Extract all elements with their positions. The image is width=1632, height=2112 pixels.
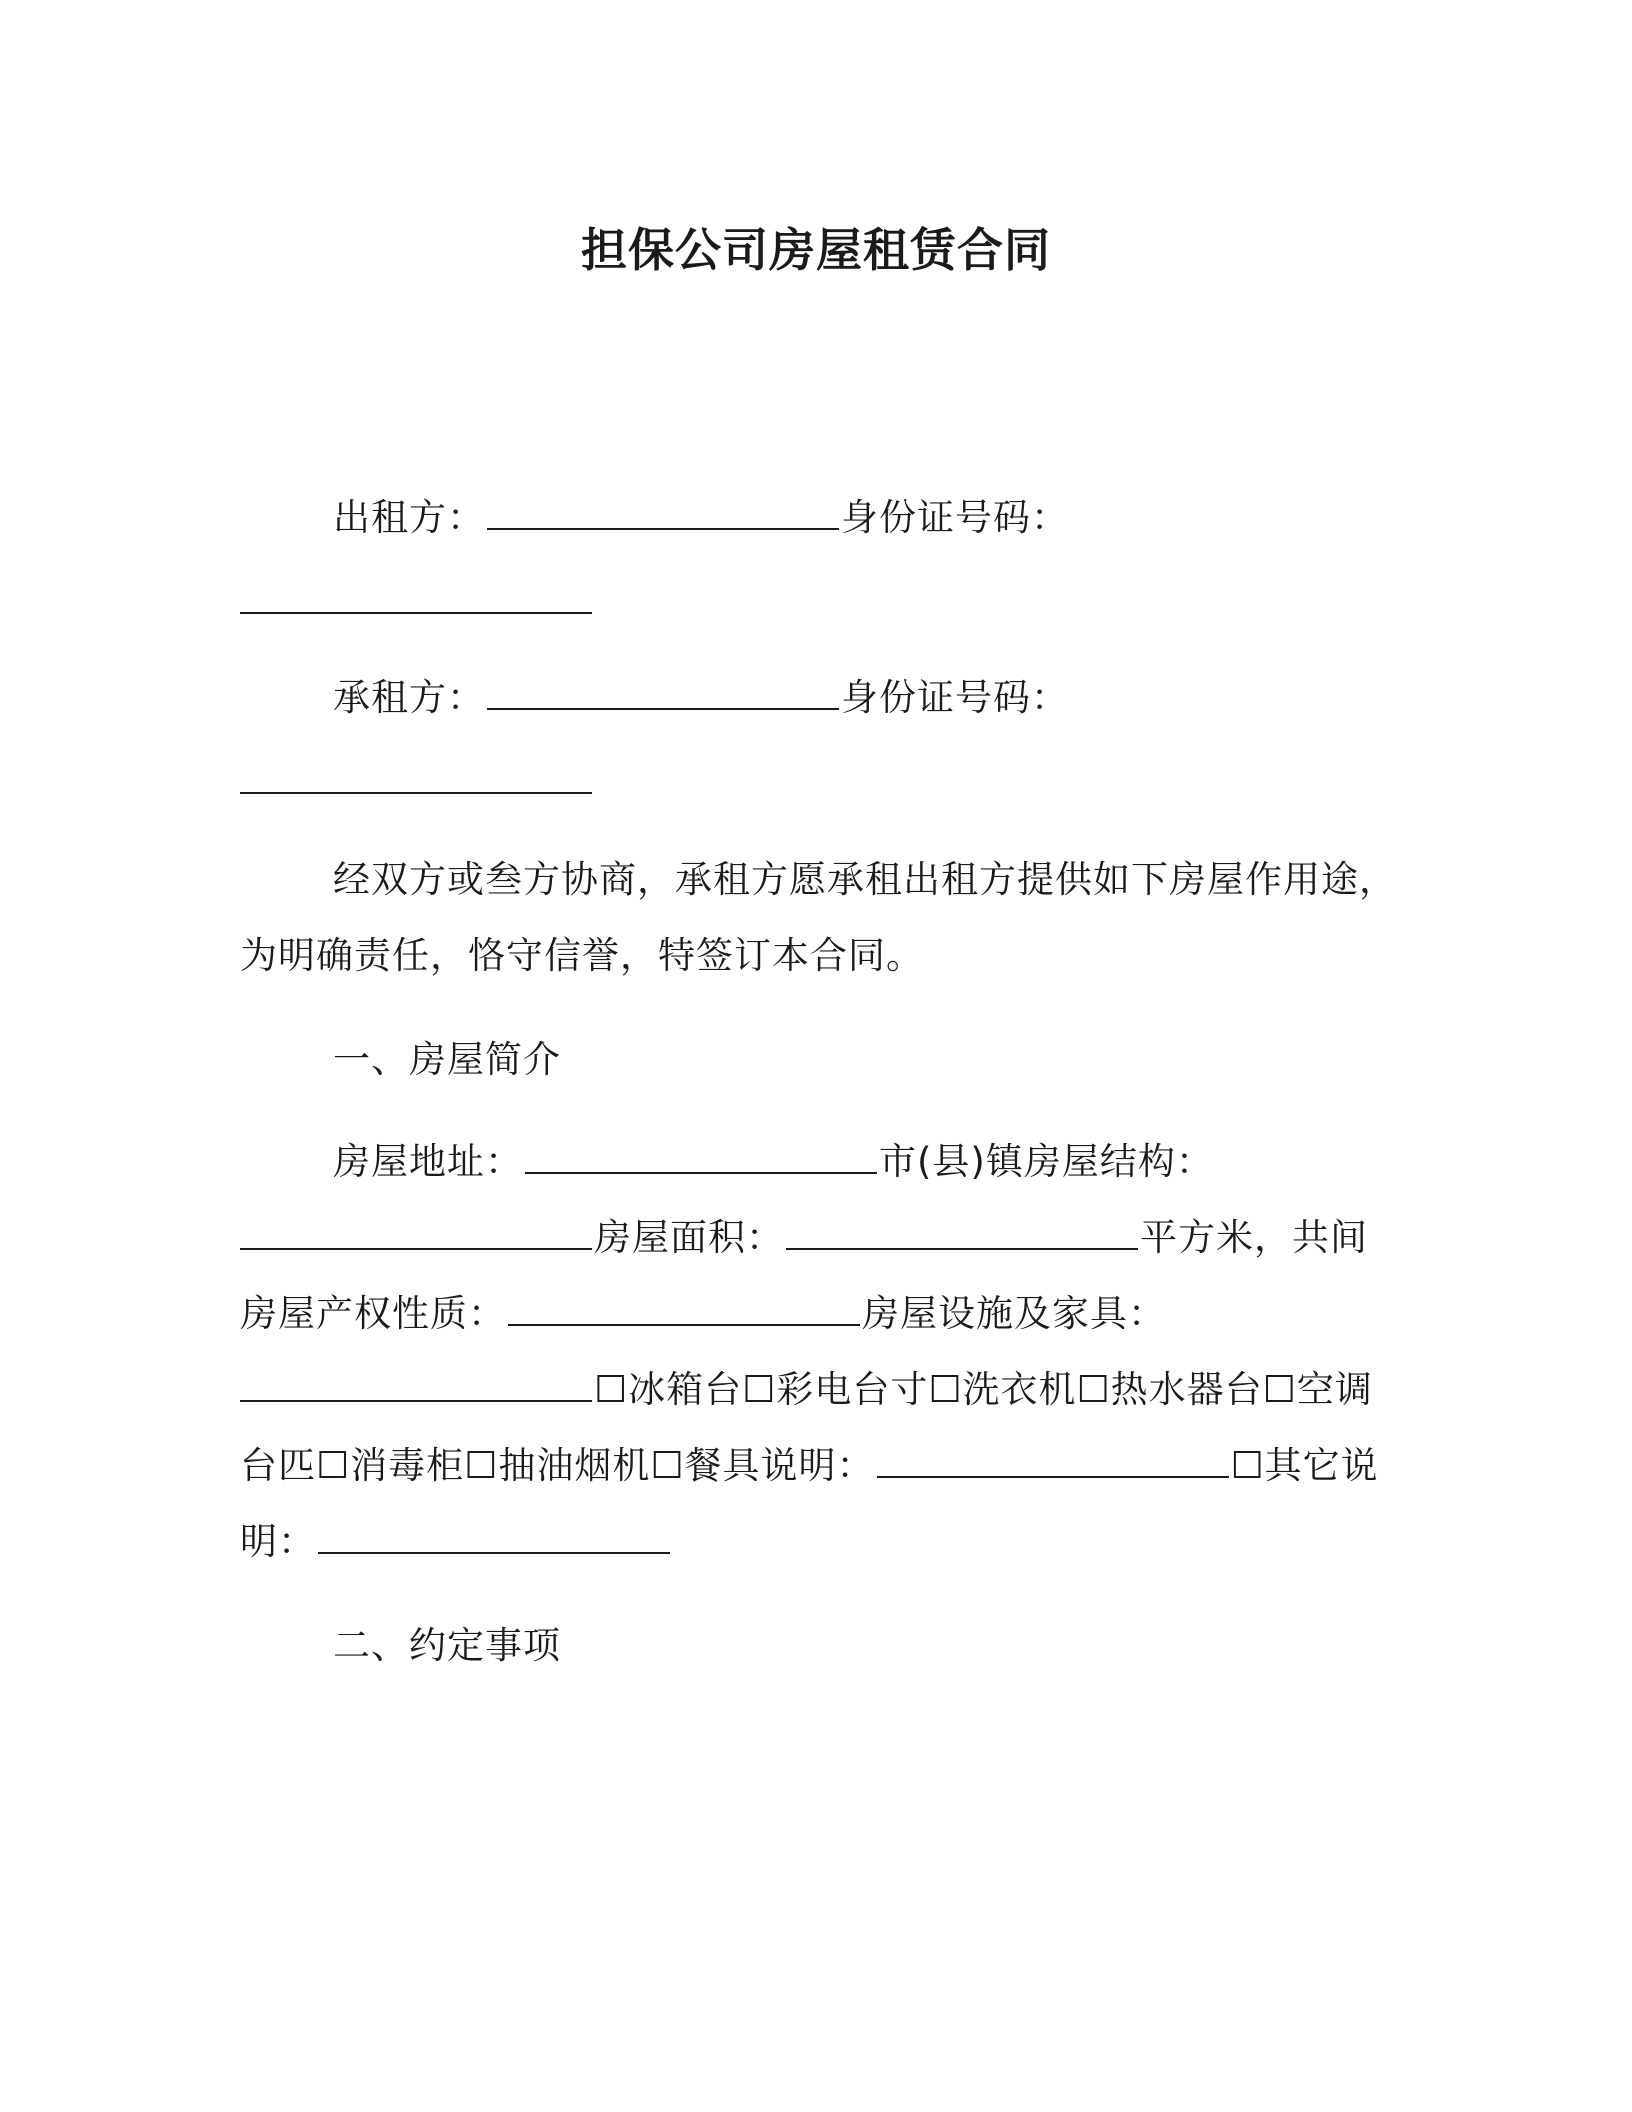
lessee-id-line bbox=[240, 758, 594, 806]
lessee-name-blank[interactable] bbox=[487, 674, 839, 710]
lessee-line bbox=[333, 674, 1069, 722]
facilities-items-b: 台匹☐消毒柜☐抽油烟机☐餐具说明： bbox=[240, 1444, 875, 1487]
lessor-label: 出租方： bbox=[333, 496, 485, 539]
section-1-heading: 一、房屋简介 bbox=[333, 1038, 561, 1081]
other-label-end: 明： bbox=[240, 1520, 316, 1563]
tableware-blank[interactable] bbox=[877, 1442, 1229, 1478]
lessor-id-label: 身份证号码： bbox=[841, 496, 1069, 539]
property-line bbox=[240, 1290, 1166, 1338]
property-blank[interactable] bbox=[508, 1290, 860, 1326]
facilities-blank[interactable] bbox=[240, 1366, 592, 1402]
structure-blank[interactable] bbox=[240, 1214, 592, 1250]
area-blank[interactable] bbox=[786, 1214, 1138, 1250]
other-blank[interactable] bbox=[318, 1518, 670, 1554]
area-label: 房屋面积： bbox=[594, 1216, 784, 1259]
lessor-name-blank[interactable] bbox=[487, 494, 839, 530]
section-2-heading: 二、约定事项 bbox=[333, 1624, 561, 1667]
facilities-items-a: ☐冰箱台☐彩电台寸☐洗衣机☐热水器台☐空调 bbox=[594, 1368, 1373, 1411]
other-label: ☐其它说 bbox=[1230, 1444, 1379, 1487]
facilities-label: 房屋设施及家具： bbox=[862, 1292, 1166, 1335]
intro-line-2: 为明确责任，恪守信誉，特签订本合同。 bbox=[240, 934, 924, 977]
area-line bbox=[240, 1214, 1368, 1262]
lessor-id-line bbox=[240, 578, 594, 626]
lessee-id-label: 身份证号码： bbox=[841, 676, 1069, 719]
property-label: 房屋产权性质： bbox=[240, 1292, 506, 1335]
facilities-line-a bbox=[240, 1366, 1373, 1414]
lessor-line bbox=[333, 494, 1069, 542]
address-blank[interactable] bbox=[525, 1138, 877, 1174]
area-suffix: 平方米，共间 bbox=[1140, 1216, 1368, 1259]
lessee-id-blank[interactable] bbox=[240, 758, 592, 794]
facilities-line-b bbox=[240, 1442, 1379, 1490]
other-line bbox=[240, 1518, 672, 1566]
lessee-label: 承租方： bbox=[333, 676, 485, 719]
lessor-id-blank[interactable] bbox=[240, 578, 592, 614]
address-label: 房屋地址： bbox=[333, 1140, 523, 1183]
structure-label: 市(县)镇房屋结构： bbox=[879, 1140, 1214, 1183]
address-line bbox=[333, 1138, 1214, 1186]
intro-line-1: 经双方或叁方协商，承租方愿承租出租方提供如下房屋作用途， bbox=[333, 858, 1397, 901]
document-title: 担保公司房屋租赁合同 bbox=[581, 223, 1051, 277]
